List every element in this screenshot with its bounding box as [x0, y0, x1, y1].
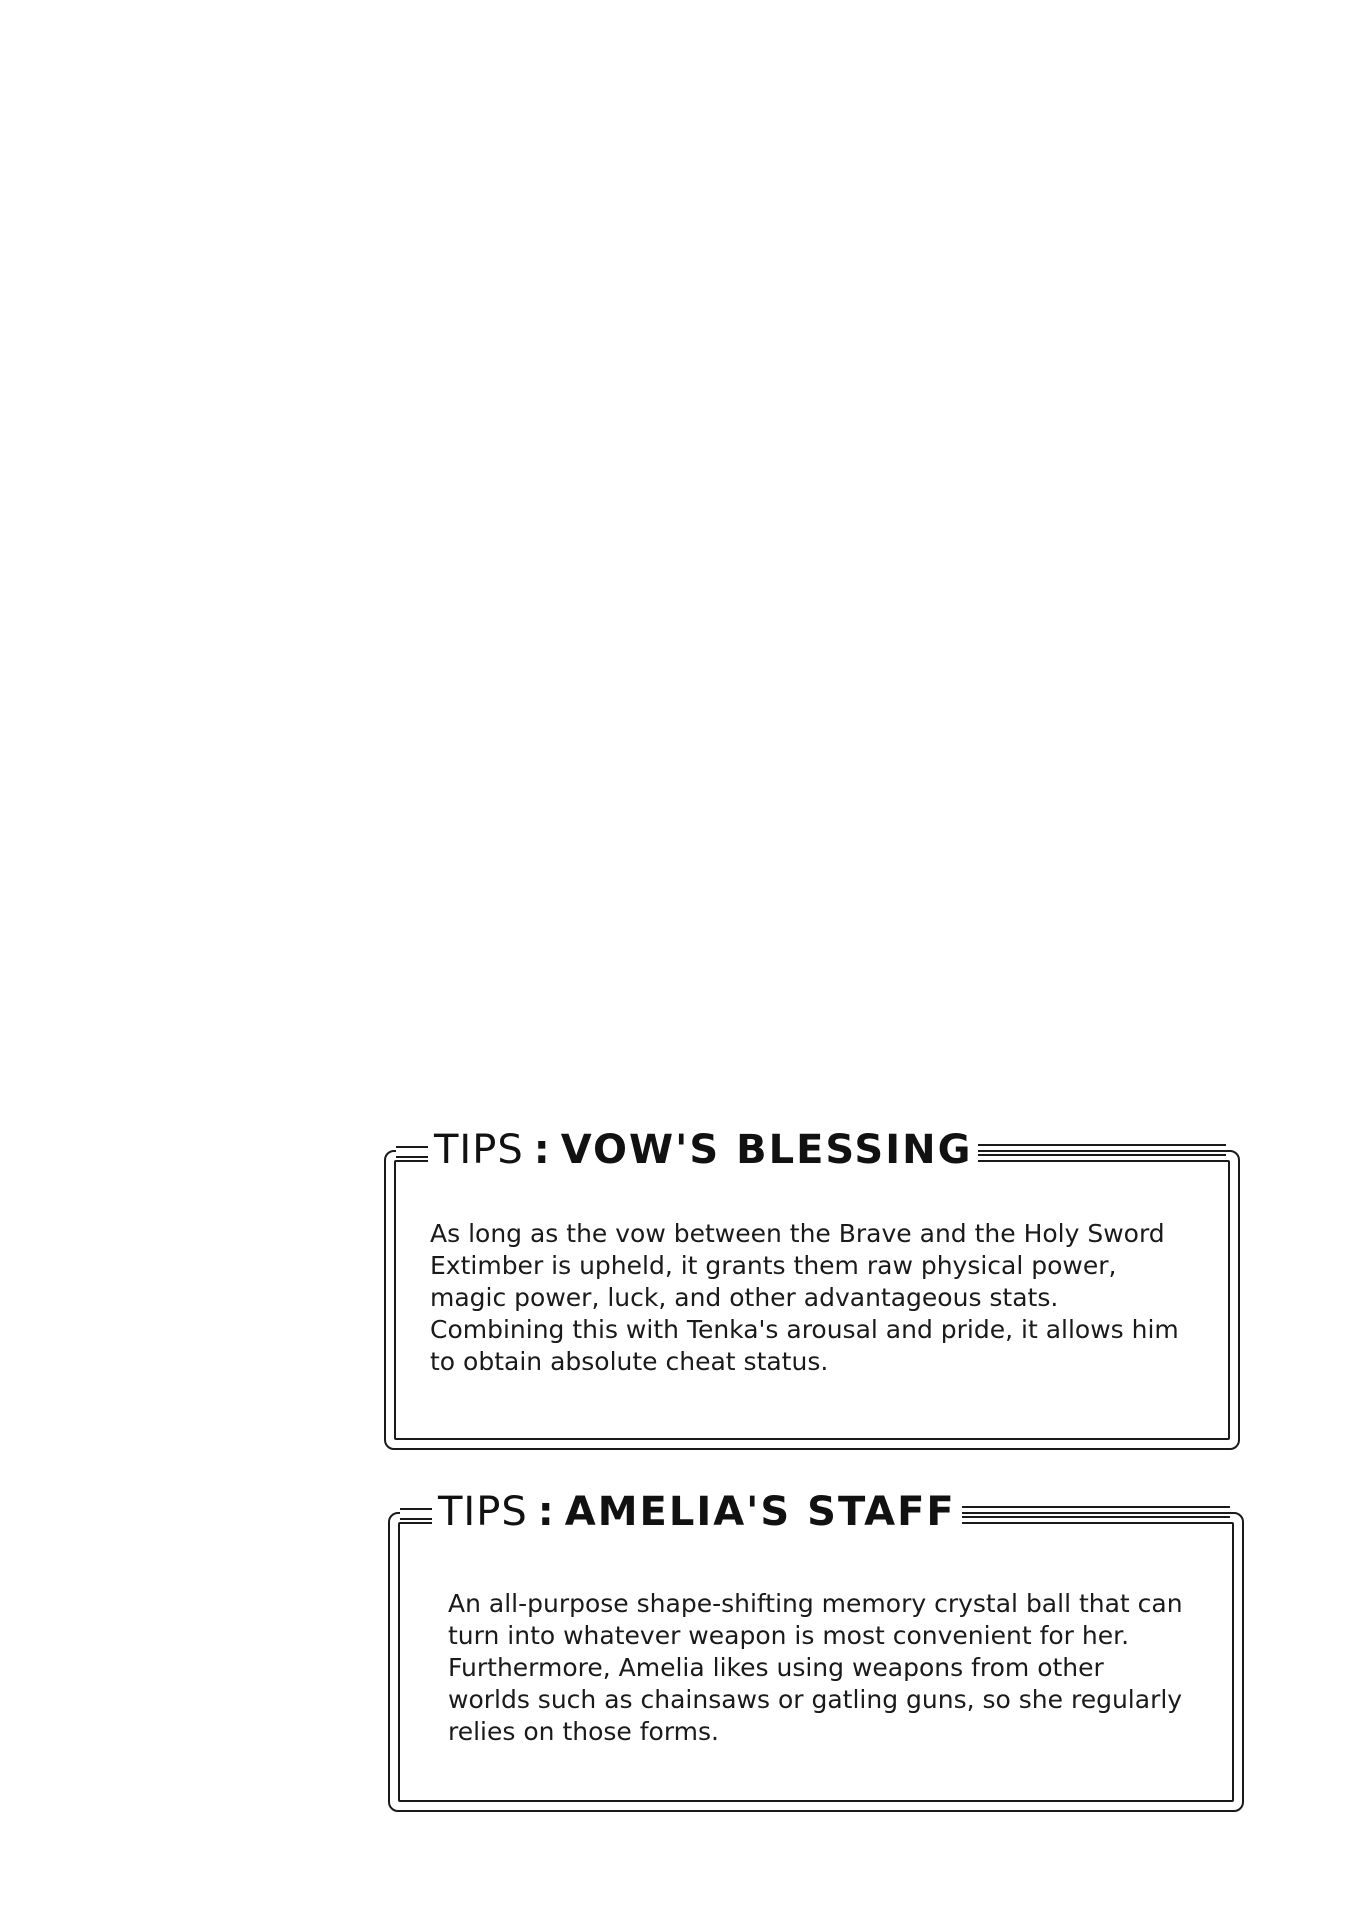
tip-box-vows-blessing — [384, 1127, 1240, 1450]
tip-name: AMELIA'S STAFF — [564, 1489, 956, 1535]
header-double-line — [962, 1506, 1230, 1518]
tip-body — [448, 1588, 1184, 1748]
tip-label: TIPS — [438, 1489, 528, 1535]
tip-colon: : — [537, 1489, 555, 1535]
header-lead-line — [400, 1508, 436, 1520]
tip-header — [428, 1118, 1240, 1182]
tip-title — [432, 1480, 962, 1544]
tip-paragraph: As long as the vow between the Brave and the Holy Sword Extimber is upheld, it grants them raw physical power, magic power, luck, and other advantageous stats. — [430, 1219, 1165, 1312]
tip-paragraph: Combining this with Tenka's arousal and pride, it allows him to obtain absolute cheat status. — [430, 1315, 1179, 1376]
tip-body — [430, 1218, 1194, 1378]
tip-label: TIPS — [434, 1127, 524, 1173]
tip-name: VOW'S BLESSING — [560, 1127, 973, 1173]
header-lead-line — [396, 1146, 432, 1158]
tip-header — [432, 1480, 1244, 1544]
tip-title — [428, 1118, 978, 1182]
header-double-line — [978, 1144, 1226, 1156]
tip-colon: : — [533, 1127, 551, 1173]
tip-paragraph: An all-purpose shape-shifting memory crystal ball that can turn into whatever weapon is most convenient for her. Furthermore, Amelia likes using weapons from other worlds such as chainsaws or gatling guns, so she regularly relies on those forms. — [448, 1589, 1183, 1746]
tip-box-amelias-staff — [388, 1489, 1244, 1812]
